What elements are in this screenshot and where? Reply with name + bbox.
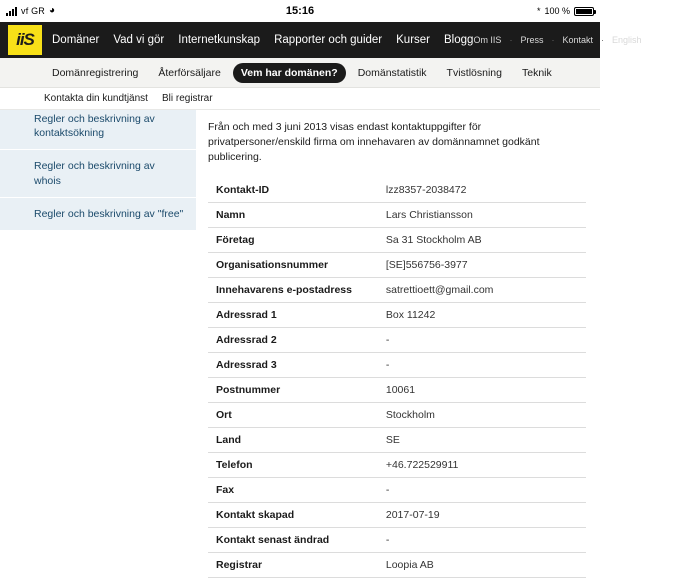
utility-separator: · [601,35,604,45]
row-value: Lars Christiansson [382,202,586,227]
utility-separator: · [551,35,555,45]
utility-separator: · [509,35,513,45]
row-key: Namn [208,202,382,227]
subnav-item-domanregistrering[interactable]: Domänregistrering [52,66,139,79]
row-key: Kontakt senast ändrad [208,527,382,552]
sidebar [0,110,196,450]
iis-logo[interactable]: iiS [8,25,42,55]
row-value: SE [382,427,586,452]
row-value: 2017-07-19 [382,502,586,527]
subnav2-item-kontakta-din-kundtjanst[interactable]: Kontakta din kundtjänst [44,93,148,104]
row-key: Adressrad 3 [208,352,382,377]
main-panel [196,110,600,571]
row-value: +46.722529911 [382,452,586,477]
table-row [208,452,586,477]
table-row [208,327,586,352]
subnav-item-teknik[interactable]: Teknik [522,66,552,79]
clock-label: 15:16 [285,5,315,17]
status-right [537,6,594,16]
row-key: Organisationsnummer [208,252,382,277]
utility-link-om-iis[interactable]: Om IIS [473,35,502,45]
subnav-item-tvistlosning[interactable]: Tvistlösning [446,66,502,79]
utility-link-kontakt[interactable]: Kontakt [562,35,593,45]
row-key: Fax [208,477,382,502]
table-row [208,552,586,577]
carrier-label: vf GR [21,6,46,16]
table-row [208,477,586,502]
whois-details-table [208,178,586,578]
subnav-item-domanstatistik[interactable]: Domänstatistik [357,66,427,79]
table-row [208,352,586,377]
bluetooth-icon: * [536,6,541,16]
sidebar-item-regler-free[interactable] [0,198,196,231]
nav-item-kurser[interactable]: Kurser [396,34,431,46]
subnav2-item-bli-registrar[interactable]: Bli registrar [161,93,213,104]
subnav-item-aterforsaljare[interactable]: Återförsäljare [158,66,221,79]
utility-link-press[interactable]: Press [520,35,544,45]
sidebar-item-regler-kontaktsokning[interactable] [0,110,196,150]
row-key: Företag [208,227,382,252]
row-value: [SE]556756-3977 [382,252,586,277]
nav-item-internetkunskap[interactable]: Internetkunskap [178,34,261,46]
row-key: Innehavarens e-postadress [208,277,382,302]
table-row [208,252,586,277]
table-row [208,178,586,203]
row-key: Land [208,427,382,452]
row-key: Registrar [208,552,382,577]
sidebar-item-regler-whois[interactable] [0,150,196,197]
row-value: - [382,477,586,502]
table-row [208,277,586,302]
main-navigation [52,34,473,46]
row-key: Adressrad 2 [208,327,382,352]
table-row [208,377,586,402]
search-icon[interactable] [654,32,671,49]
battery-percent-label: 100 % [544,6,570,16]
row-value: Box 11242 [382,302,586,327]
table-row [208,427,586,452]
secondary-navigation [0,88,600,110]
row-value: 10061 [382,377,586,402]
section-navigation [0,58,600,88]
row-key: Kontakt skapad [208,502,382,527]
utility-navigation [473,32,674,49]
intro-text: Från och med 3 juni 2013 visas endast kontaktuppgifter för privatpersoner/enskild firma om innehavaren av domännamnet godkänt publicering. [208,121,540,164]
row-key: Ort [208,402,382,427]
table-row [208,527,586,552]
row-value: lzz8357-2038472 [382,178,586,203]
row-key: Adressrad 1 [208,302,382,327]
battery-full-icon [574,7,594,16]
nav-item-rapporter-och-guider[interactable]: Rapporter och guider [274,34,383,46]
table-row [208,227,586,252]
row-value: Stockholm [382,402,586,427]
nav-item-vad-vi-gor[interactable]: Vad vi gör [113,34,165,46]
table-row [208,402,586,427]
table-row [208,202,586,227]
ios-status-bar [0,0,600,22]
nav-item-blogg[interactable]: Blogg [444,34,474,46]
nav-item-domaner[interactable]: Domäner [52,34,100,46]
row-key: Postnummer [208,377,382,402]
row-value: satrettioett@gmail.com [382,277,586,302]
wifi-icon: ◕ [49,5,56,16]
row-value: - [382,327,586,352]
sidebar-item-label: Regler och beskrivning av whois [34,160,155,187]
table-row [208,502,586,527]
sidebar-item-label: Regler och beskrivning av "free" [34,207,184,220]
utility-link-english[interactable]: English [612,35,642,45]
page-content [0,110,600,571]
subnav-item-vem-har-domanen[interactable]: Vem har domänen? [233,63,346,83]
row-value: - [382,352,586,377]
table-row [208,302,586,327]
row-value: - [382,527,586,552]
row-value: Sa 31 Stockholm AB [382,227,586,252]
sidebar-item-label: Regler och beskrivning av kontaktsökning [34,113,155,140]
row-key: Telefon [208,452,382,477]
site-header [0,22,642,58]
row-value: Loopia AB [382,552,586,577]
row-key: Kontakt-ID [208,178,382,203]
